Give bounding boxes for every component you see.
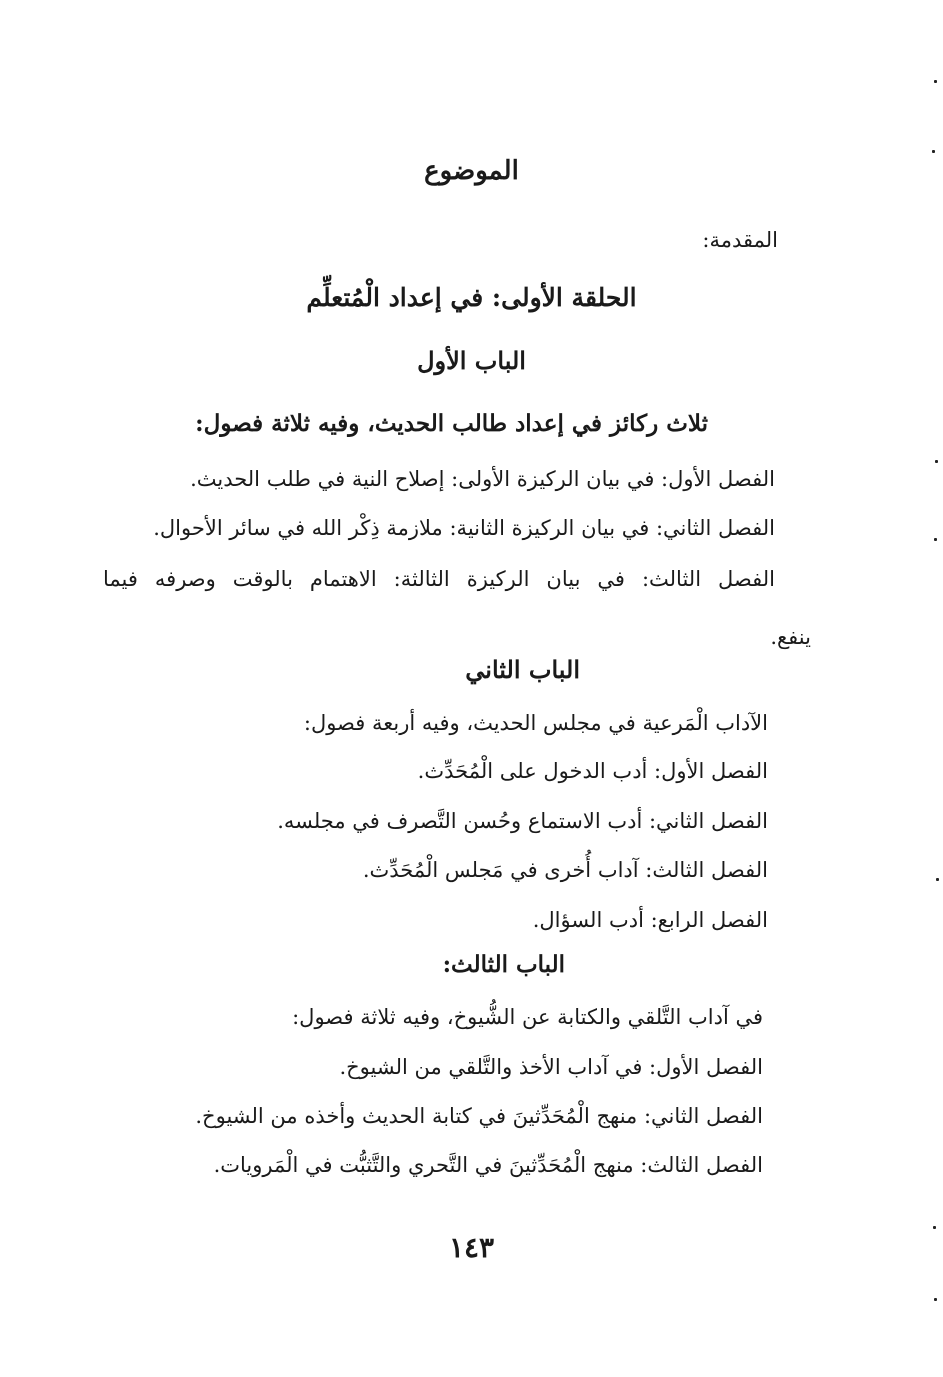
chapter-3-section: الفصل الثالث: منهج الْمُحَدِّثينَ في التَّحري والتَّثبُّت في الْمَرويات.: [213, 1153, 763, 1177]
page-number: ١٤٣: [448, 1231, 495, 1264]
chapter-1-subtitle: ثلاث ركائز في إعداد طالب الحديث، وفيه ثلاثة فصول:: [195, 410, 708, 437]
chapter-1-title: الباب الأول: [417, 346, 526, 375]
chapter-2-section: الفصل الثاني: أدب الاستماع وحُسن التَّصرف في مجلسه.: [277, 809, 768, 833]
margin-mark: [935, 460, 938, 463]
margin-mark: [934, 538, 937, 541]
chapter-3-title: الباب الثالث:: [442, 951, 565, 978]
margin-mark: [934, 1298, 937, 1301]
chapter-3-section: الفصل الثاني: منهج الْمُحَدِّثينَ في كتابة الحديث وأخذه من الشيوخ.: [195, 1104, 763, 1128]
chapter-2-subtitle: الآداب الْمَرعية في مجلس الحديث، وفيه أربعة فصول:: [303, 711, 768, 735]
chapter-2-section: الفصل الثالث: آداب أُخرى في مَجلس الْمُحَدِّث.: [362, 858, 768, 882]
chapter-1-continuation: ينفع.: [770, 625, 811, 649]
chapter-2-section: الفصل الرابع: أدب السؤال.: [532, 908, 768, 932]
margin-mark: [934, 80, 937, 83]
page-title: الموضوع: [424, 156, 519, 186]
intro-label: المقدمة:: [702, 228, 778, 252]
part-title: الحلقة الأولى: في إعداد الْمُتعلِّم: [306, 283, 637, 312]
margin-mark: [933, 1226, 936, 1229]
chapter-2-title: الباب الثاني: [465, 655, 580, 684]
chapter-1-section: الفصل الأول: في بيان الركيزة الأولى: إصلاح النية في طلب الحديث.: [190, 467, 775, 491]
margin-mark: [936, 878, 939, 881]
chapter-1-section: الفصل الثاني: في بيان الركيزة الثانية: ملازمة ذِكْر الله في سائر الأحوال.: [153, 516, 775, 540]
chapter-1-section: الفصل الثالث: في بيان الركيزة الثالثة: الاهتمام بالوقت وصرفه فيما: [103, 567, 775, 591]
chapter-3-section: الفصل الأول: في آداب الأخذ والتَّلقي من الشيوخ.: [339, 1055, 763, 1079]
margin-mark: [932, 150, 935, 153]
chapter-2-section: الفصل الأول: أدب الدخول على الْمُحَدِّث.: [417, 759, 768, 783]
chapter-3-subtitle: في آداب التَّلقي والكتابة عن الشُّيوخ، وفيه ثلاثة فصول:: [292, 1005, 763, 1029]
